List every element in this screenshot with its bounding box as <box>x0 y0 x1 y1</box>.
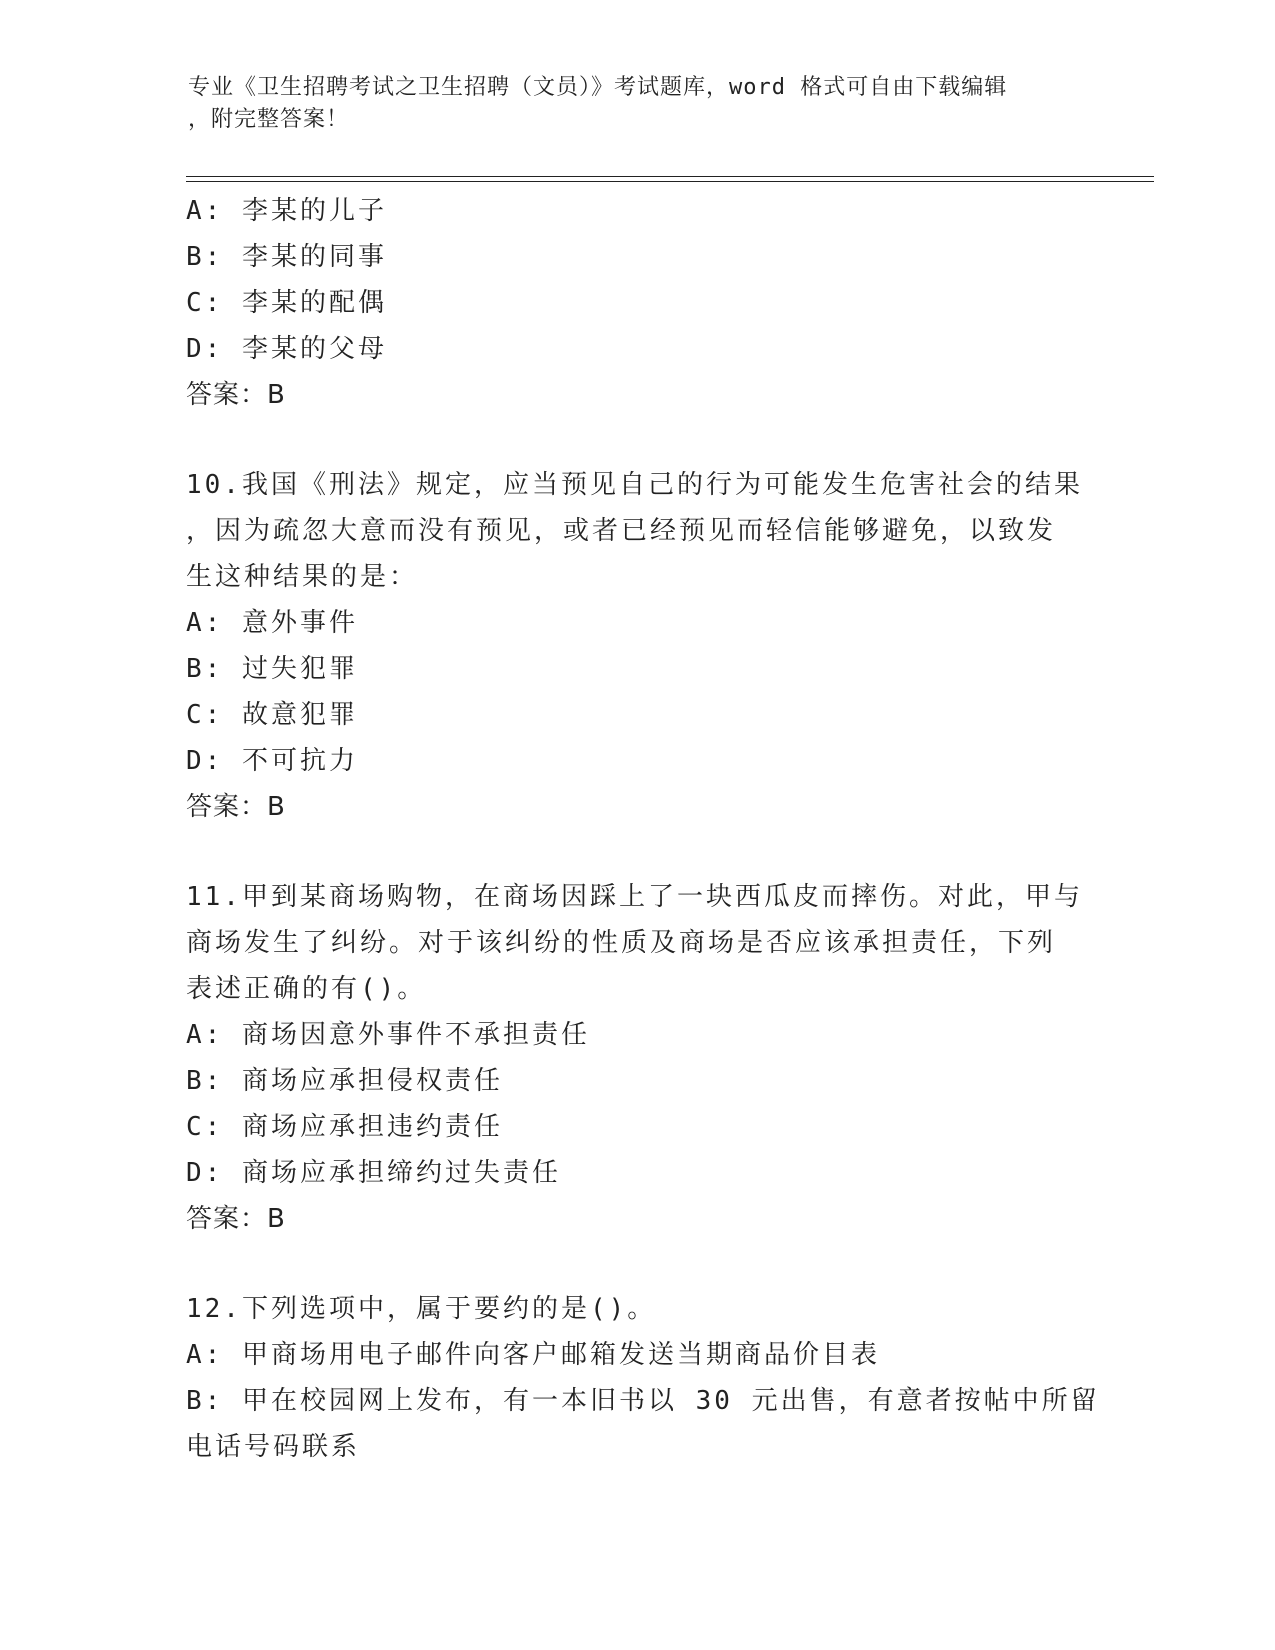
question-9-option-a: A: 李某的儿子 <box>186 196 387 226</box>
question-10-option-c: C: 故意犯罪 <box>186 700 358 730</box>
question-10-text-line-1: 10.我国《刑法》规定，应当预见自己的行为可能发生危害社会的结果 <box>186 470 1083 500</box>
question-10-block <box>186 462 1086 830</box>
question-9-block <box>186 188 1086 418</box>
question-9-option-d: D: 李某的父母 <box>186 334 387 364</box>
question-11-option-b: B: 商场应承担侵权责任 <box>186 1066 503 1096</box>
question-10-text-line-3: 生这种结果的是： <box>186 562 419 592</box>
question-9-answer: 答案：B <box>186 380 286 410</box>
question-10-answer: 答案：B <box>186 792 286 822</box>
question-12-text-line-1: 12.下列选项中，属于要约的是()。 <box>186 1294 657 1324</box>
document-header <box>188 72 1068 136</box>
spacer <box>186 418 1086 462</box>
header-rule-bottom <box>186 181 1154 182</box>
question-10-text-line-2: ，因为疏忽大意而没有预见，或者已经预见而轻信能够避免，以致发 <box>186 516 1057 546</box>
spacer <box>186 830 1086 874</box>
question-11-answer: 答案：B <box>186 1204 286 1234</box>
question-11-text-line-3: 表述正确的有()。 <box>186 974 427 1004</box>
header-line-1: 专业《卫生招聘考试之卫生招聘（文员）》考试题库，word 格式可自由下载编辑 <box>188 75 1008 100</box>
question-10-option-a: A: 意外事件 <box>186 608 358 638</box>
question-12-option-a: A: 甲商场用电子邮件向客户邮箱发送当期商品价目表 <box>186 1340 880 1370</box>
question-11-option-c: C: 商场应承担违约责任 <box>186 1112 503 1142</box>
question-9-option-c: C: 李某的配偶 <box>186 288 387 318</box>
question-content <box>186 188 1100 1470</box>
question-11-block <box>186 874 1086 1242</box>
question-9-option-b: B: 李某的同事 <box>186 242 387 272</box>
question-12-option-b: B: 甲在校园网上发布，有一本旧书以 30 元出售，有意者按帖中所留 <box>186 1386 1100 1416</box>
question-11-option-d: D: 商场应承担缔约过失责任 <box>186 1158 561 1188</box>
question-11-text-line-2: 商场发生了纠纷。对于该纠纷的性质及商场是否应该承担责任，下列 <box>186 928 1057 958</box>
question-12-block <box>186 1286 1100 1470</box>
question-10-option-b: B: 过失犯罪 <box>186 654 358 684</box>
spacer <box>186 1242 1086 1286</box>
question-10-option-d: D: 不可抗力 <box>186 746 358 776</box>
question-12-option-b-continued: 电话号码联系 <box>186 1432 361 1462</box>
header-rule-top <box>186 176 1154 177</box>
header-line-2: ，附完整答案！ <box>188 107 350 132</box>
question-11-text-line-1: 11.甲到某商场购物，在商场因踩上了一块西瓜皮而摔伤。对此，甲与 <box>186 882 1083 912</box>
question-11-option-a: A: 商场因意外事件不承担责任 <box>186 1020 590 1050</box>
